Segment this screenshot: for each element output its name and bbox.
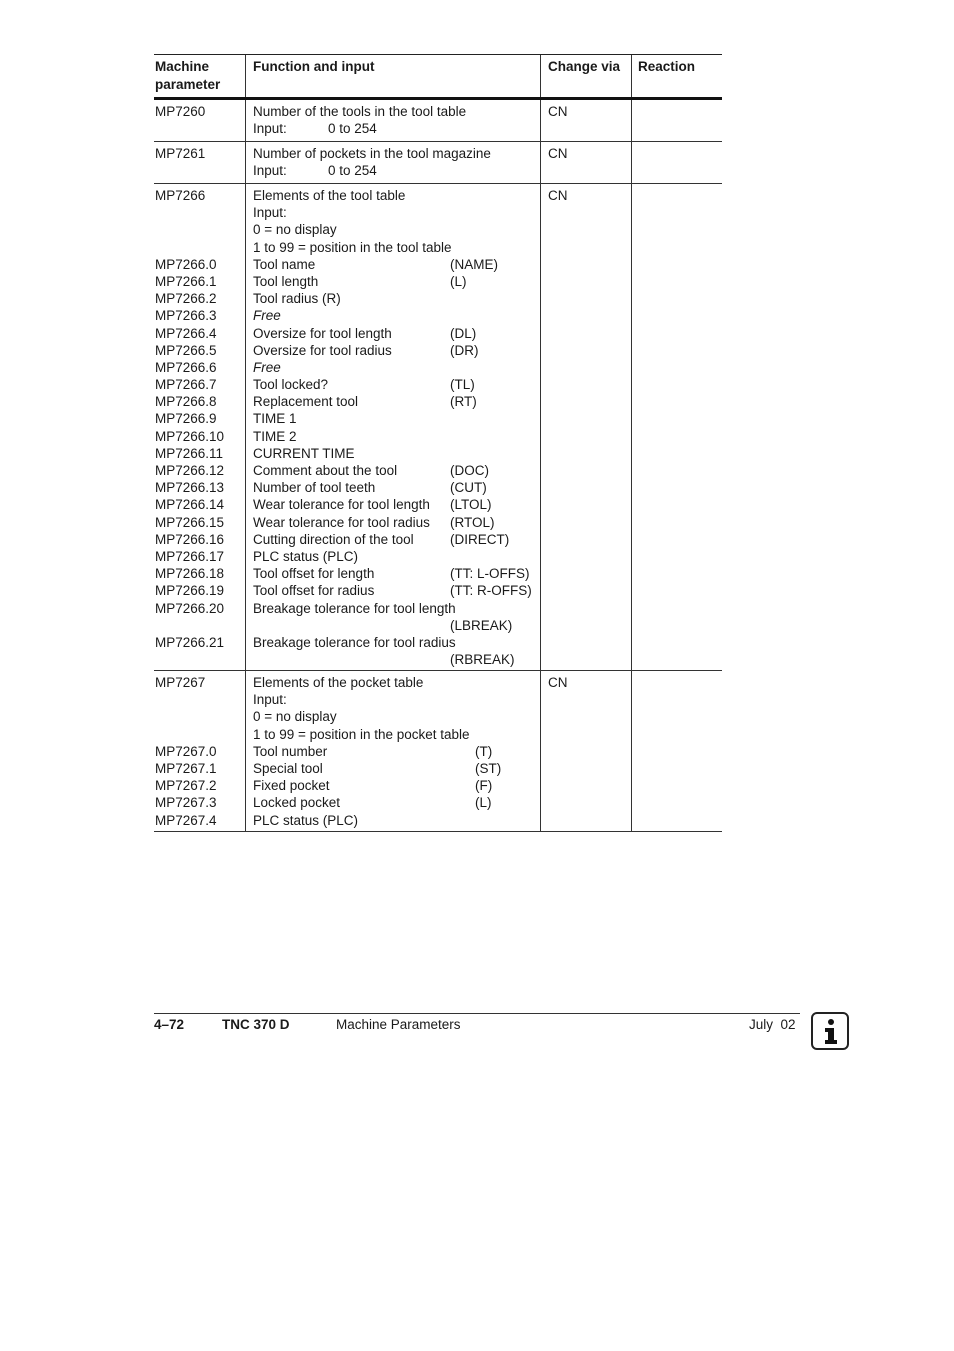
list-item: MP7266.14 Wear tolerance for tool length (LTOL) [155, 497, 492, 513]
list-item: MP7267.3 Locked pocket (L) [155, 795, 492, 811]
input-label: Input: [253, 121, 287, 137]
list-item: MP7266.10 TIME 2 [155, 428, 297, 444]
table-row-mp7267: MP7267 Elements of the pocket table CN Input: 0 = no display 1 to 99 = position in the pocket table MP7267.0 Tool number (T) MP7267.1 Special tool (ST) MP7267.2 Fixed pocket (F) MP7267.3 Locked pocket (L) MP7267.4 PLC status (PLC) [154, 671, 722, 832]
list-item: MP7266.20 Breakage tolerance for tool length [155, 600, 456, 616]
list-item: MP7266.18 Tool offset for length (TT: L-OFFS) [155, 566, 530, 582]
product-name: TNC 370 D [222, 1017, 290, 1032]
list-item: MP7266.13 Number of tool teeth (CUT) [155, 480, 487, 496]
param-id: MP7267 [155, 675, 206, 690]
list-item: MP7266.6 Free [155, 359, 281, 375]
table-row-mp7266 [154, 184, 722, 671]
list-item: MP7266.16 Cutting direction of the tool (DIRECT) [155, 531, 510, 547]
list-item: MP7266.3 Free [155, 308, 281, 324]
list-item: MP7267.2 Fixed pocket (F) [155, 778, 493, 794]
change-via: CN [548, 146, 568, 161]
function-text: Number of the tools in the tool table [253, 104, 467, 119]
list-item: MP7266.0 Tool name (NAME) [155, 256, 498, 272]
function-text: Input: [253, 205, 287, 221]
list-item: MP7266.8 Replacement tool (RT) [155, 394, 477, 410]
list-item: MP7267.1 Special tool (ST) [155, 760, 502, 776]
page-number: 4–72 [154, 1017, 185, 1032]
param-id: MP7261 [155, 146, 206, 161]
info-icon [811, 1012, 849, 1050]
list-item: MP7267.0 Tool number (T) [155, 743, 493, 759]
list-item: MP7266.1 Tool length (L) [155, 273, 467, 289]
function-text: 0 = no display [253, 222, 337, 238]
page-footer [154, 1013, 800, 1038]
header-change-via: Change via [548, 59, 621, 74]
input-value: 0 to 254 [328, 121, 377, 137]
function-text: Elements of the pocket table [253, 675, 424, 690]
parameter-table [154, 54, 722, 832]
list-item: MP7266.7 Tool locked? (TL) [155, 377, 475, 393]
header-machine-parameter: Machine parameter [155, 59, 221, 92]
function-text: Elements of the tool table [253, 188, 406, 203]
list-item: MP7266.21 Breakage tolerance for tool radius [155, 634, 456, 650]
header-function-input: Function and input [253, 59, 375, 74]
mp7266-items: MP7266.0 Tool name (NAME) MP7266.1 Tool length (L) MP7266.2 Tool radius (R) MP7266.3 Free MP7266.4 Oversize for tool length (DL) MP7266.5 Oversize for tool radius (DR) MP7266.6 Free MP7266.7 Tool locked? (TL) MP7266.8 Replacement tool (RT) MP7266.9 TIME 1 MP7266.10 TIME 2 MP7266.11 CURRENT TIME MP7266.12 Comment about the tool (DOC) MP7266.13 Number of tool teeth (CUT) MP7266.14 Wear tolerance for tool length (LTOL) MP7266.15 Wear tolerance for tool radius (RTOL) MP7266.16 Cutting direction of the tool (DIRECT) MP7266.17 PLC status (PLC) MP7266.18 Tool offset for length (TT: L-OFFS) MP7266.19 Tool offset for radius (TT: R-OFFS) MP7266.20 Breakage tolerance for tool length (LBREAK) MP7266.21 Breakage tolerance for tool radius (RBREAK) [154, 256, 722, 669]
change-via: CN [548, 104, 568, 119]
change-via: CN [548, 675, 568, 690]
section-title: Machine Parameters [336, 1017, 461, 1032]
param-id: MP7260 [155, 104, 206, 119]
list-item: MP7266.11 CURRENT TIME [155, 445, 355, 461]
function-text: 1 to 99 = position in the tool table [253, 239, 452, 255]
input-label: Input: [253, 163, 287, 179]
list-item: MP7266.19 Tool offset for radius (TT: R-OFFS) [155, 583, 532, 599]
list-item: MP7266.2 Tool radius (R) [155, 291, 341, 307]
input-value: 0 to 254 [328, 163, 377, 179]
table-row-mp7261 [154, 142, 722, 184]
date-label: July 02 [749, 1017, 796, 1032]
list-item: MP7266.12 Comment about the tool (DOC) [155, 463, 489, 478]
table-row-mp7260 [154, 100, 722, 142]
param-id: MP7266 [155, 188, 206, 203]
list-item: MP7267.4 PLC status (PLC) [155, 812, 359, 828]
table-header [154, 54, 722, 100]
list-item: MP7266.4 Oversize for tool length (DL) [155, 325, 477, 341]
header-reaction: Reaction [638, 59, 696, 74]
list-item: MP7266.9 TIME 1 [155, 411, 297, 427]
list-item: MP7266.15 Wear tolerance for tool radius (RTOL) [155, 514, 495, 530]
function-text: Number of pockets in the tool magazine [253, 146, 491, 161]
list-item: MP7266.5 Oversize for tool radius (DR) [155, 342, 479, 358]
list-item: MP7266.17 PLC status (PLC) [155, 548, 359, 564]
change-via: CN [548, 188, 568, 203]
